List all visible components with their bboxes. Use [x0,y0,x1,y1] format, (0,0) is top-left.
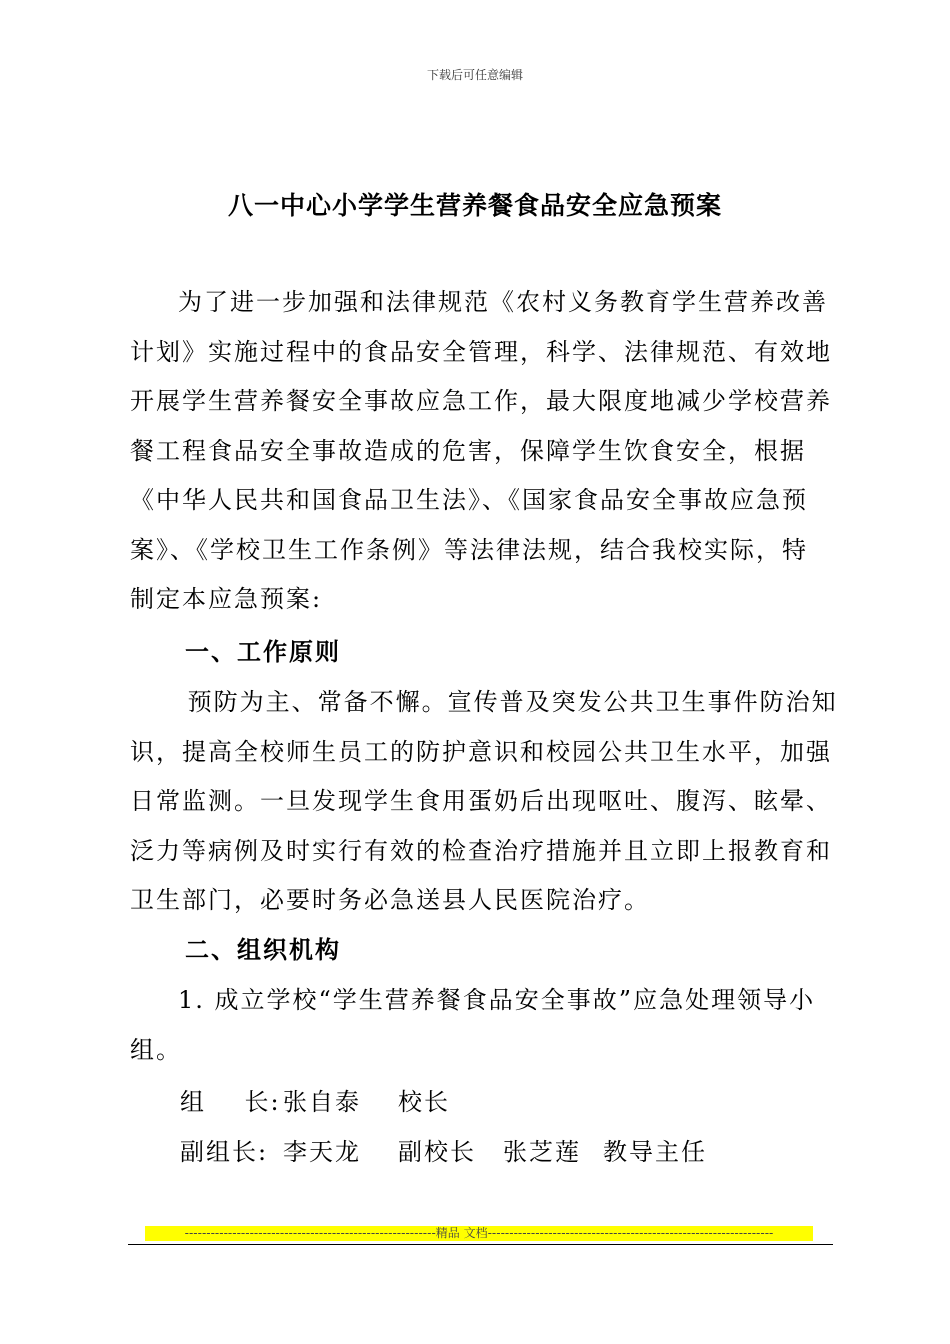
intro-paragraph [130,278,830,625]
leader-row [180,1082,450,1117]
organization-paragraph [130,976,830,1075]
paragraph-line: 开展学生营养餐安全事故应急工作，最大限度地减少学校营养 [130,387,832,415]
role-label: 副组长: [180,1138,269,1166]
paragraph-line: 组。 [130,1035,182,1064]
paragraph-line: 制定本应急预案: [130,585,323,613]
footer-watermark: ----------------------------------------------------------精品 文档------------------------------------------------------------------ [145,1226,813,1241]
person-name: 张自泰 [283,1088,361,1116]
person-name: 李天龙 [283,1138,361,1166]
paragraph-line: 餐工程食品安全事故造成的危害，保障学生饮食安全，根据 [130,436,806,465]
paragraph-line: 日常监测。一旦发现学生食用蛋奶后出现呕吐、腹泻、眩晕、 [130,787,832,815]
paragraph-line: 计划》实施过程中的食品安全管理，科学、法律规范、有效地 [130,337,832,366]
person-title: 校长 [398,1088,450,1116]
paragraph-line: 泛力等病例及时实行有效的检查治疗措施并且立即上报教育和 [130,836,832,865]
person-name: 张芝莲 [503,1138,581,1166]
paragraph-line: 识，提高全校师生员工的防护意识和校园公共卫生水平，加强 [130,737,832,766]
principles-paragraph [130,678,838,926]
paragraph-line: 卫生部门，必要时务必急送县人民医院治疗。 [130,886,650,914]
paragraph-line: 1. 成立学校“学生营养餐食品安全事故”应急处理领导小 [178,986,816,1014]
page-header: 下载后可任意编辑 [426,68,523,82]
footer-divider [128,1244,833,1245]
role-label: 组 长: [180,1088,281,1116]
person-title: 教导主任 [603,1138,707,1166]
section-heading-principles: 一、工作原则 [185,637,341,666]
deputy-row [180,1132,707,1167]
paragraph-line: 为了进一步加强和法律规范《农村义务教育学生营养改善 [178,288,828,316]
person-title: 副校长 [398,1138,476,1166]
document-title: 八一中心小学学生营养餐食品安全应急预案 [227,191,722,220]
paragraph-line: 预防为主、常备不懈。宣传普及突发公共卫生事件防治知 [178,688,838,716]
paragraph-line: 《中华人民共和国食品卫生法》、《国家食品安全事故应急预 [130,486,808,514]
section-heading-organization: 二、组织机构 [185,935,341,964]
paragraph-line: 案》、《学校卫生工作条例》等法律法规，结合我校实际，特 [130,535,808,564]
